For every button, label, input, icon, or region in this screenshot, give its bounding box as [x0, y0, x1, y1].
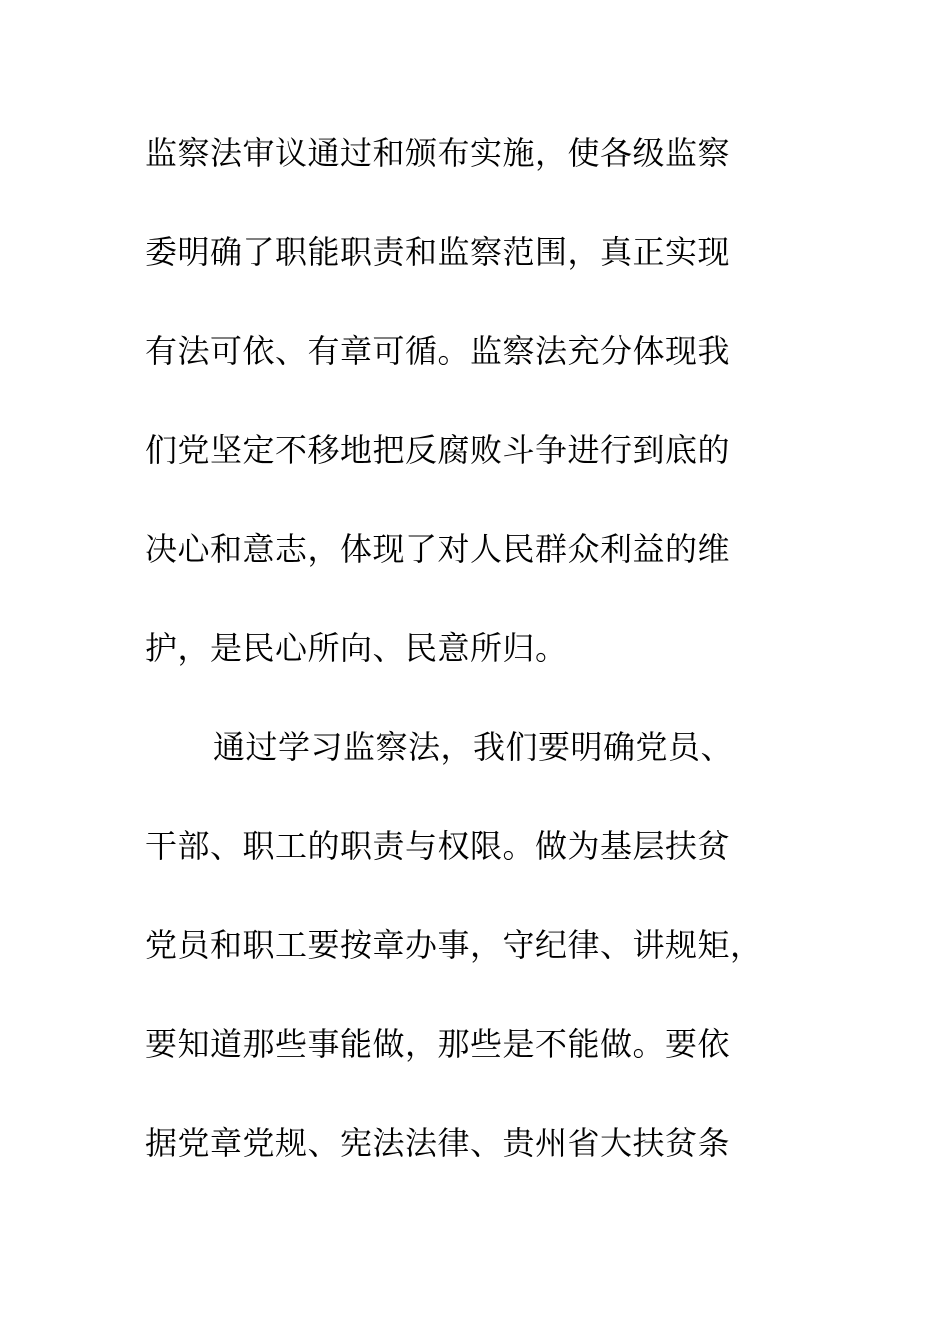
paragraph-line: 据党章党规、宪法法律、贵州省大扶贫条 [145, 1124, 731, 1162]
paragraph-line: 委明确了职能职责和监察范围，真正实现 [145, 233, 731, 271]
paragraph-line: 护，是民心所向、民意所归。 [145, 629, 568, 667]
paragraph-line: 决心和意志，体现了对人民群众利益的维 [145, 530, 731, 568]
paragraph-line: 们党坚定不移地把反腐败斗争进行到底的 [145, 431, 731, 469]
paragraph-first-line: 通过学习监察法，我们要明确党员、 [213, 728, 734, 766]
paragraph-line: 党员和职工要按章办事，守纪律、讲规矩， [145, 926, 763, 964]
paragraph-line: 有法可依、有章可循。监察法充分体现我 [145, 332, 731, 370]
paragraph-line: 干部、职工的职责与权限。做为基层扶贫 [145, 827, 731, 865]
paragraph-line: 监察法审议通过和颁布实施，使各级监察 [145, 134, 731, 172]
paragraph-line: 要知道那些事能做，那些是不能做。要依 [145, 1025, 731, 1063]
